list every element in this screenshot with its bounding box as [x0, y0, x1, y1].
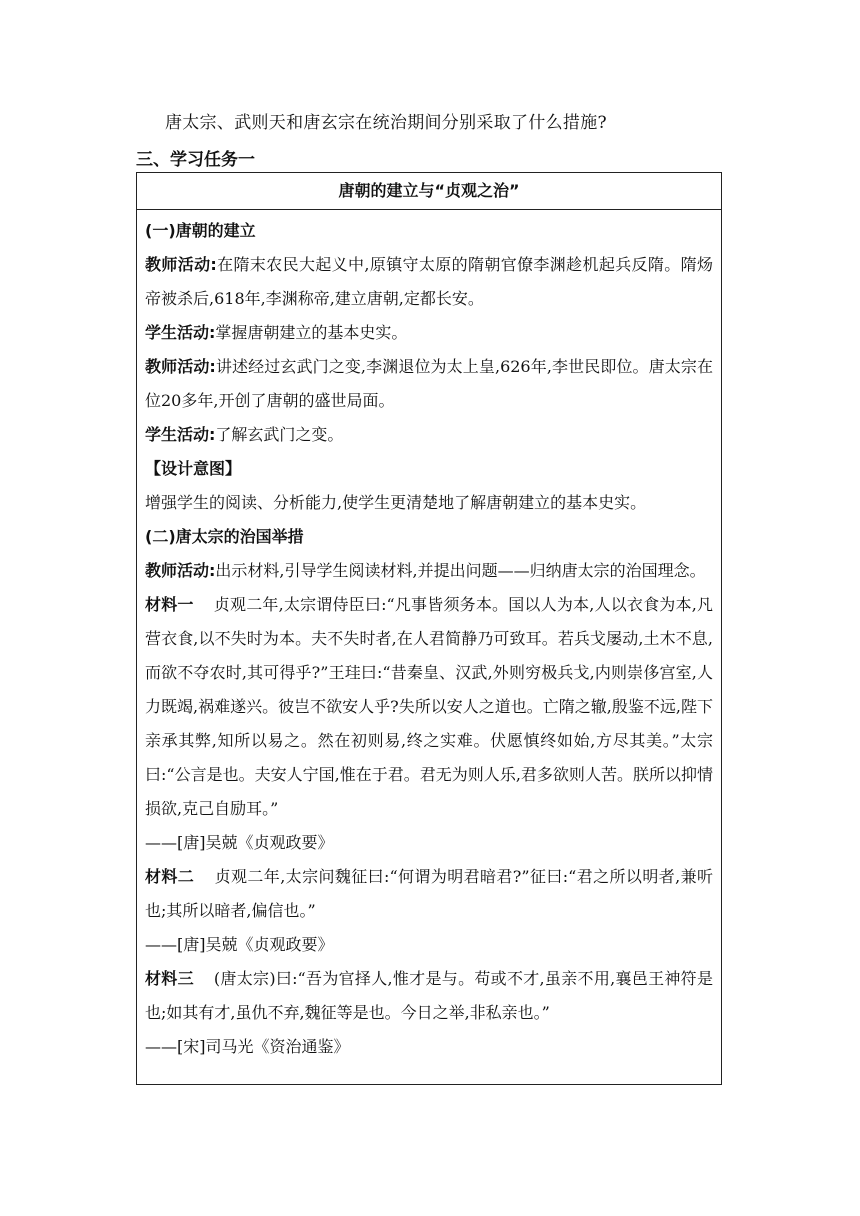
design-intent-text: 增强学生的阅读、分析能力,使学生更清楚地了解唐朝建立的基本史实。 [145, 493, 647, 512]
material-label: 材料三 [145, 969, 194, 988]
table-title: 唐朝的建立与“贞观之治” [137, 173, 721, 210]
intro-question: 唐太宗、武则天和唐玄宗在统治期间分别采取了什么措施? [165, 113, 607, 133]
teacher-label: 教师活动: [145, 357, 216, 376]
teacher-label: 教师活动: [145, 561, 216, 580]
material-3 [145, 962, 713, 1030]
material-source: ——[唐]吴兢《贞观政要》 [145, 833, 334, 852]
table-body [137, 210, 721, 1064]
part1-heading: (一)唐朝的建立 [145, 221, 256, 240]
lesson-table [136, 172, 722, 1085]
material-source: ——[宋]司马光《资治通鉴》 [145, 1037, 350, 1056]
teacher-label: 教师活动: [145, 255, 217, 274]
student-activity-1 [145, 316, 713, 350]
material-label: 材料二 [145, 867, 195, 886]
material-2 [145, 860, 713, 928]
design-intent-label: 【设计意图】 [145, 459, 242, 478]
material-1 [145, 588, 713, 826]
student-activity-2-text: 了解玄武门之变。 [215, 425, 344, 444]
material-text: 贞观二年,太宗问魏征曰:“何谓为明君暗君?”征曰:“君之所以明者,兼听也;其所以暗者,偏信也。” [145, 867, 713, 920]
teacher-activity-1 [145, 248, 713, 316]
section-heading: 三、学习任务一 [136, 150, 255, 170]
student-label: 学生活动: [145, 425, 216, 444]
student-activity-2 [145, 418, 713, 452]
teacher-activity-2-text: 讲述经过玄武门之变,李渊退位为太上皇,626年,李世民即位。唐太宗在位20多年,开创了唐朝的盛世局面。 [145, 357, 713, 410]
material-text: 贞观二年,太宗谓侍臣曰:“凡事皆须务本。国以人为本,人以衣食为本,凡营衣食,以不失时为本。夫不失时者,在人君简静乃可致耳。若兵戈屡动,土木不息,而欲不夺农时,其可得乎?”王珪曰:“昔秦皇、汉武,外则穷极兵戈,内则崇侈宫室,人力既竭,祸难遂兴。彼岂不欲安人乎?失所以安人之道也。亡隋之辙,殷鉴不远,陛下亲承其弊,知所以易之。然在初则易,终之实难。伏愿慎终如始,方尽其美。”太宗曰:“公言是也。夫安人宁国,惟在于君。君无为则人乐,君多欲则人苦。朕所以抑情损欲,克己自励耳。” [145, 595, 713, 818]
material-text: (唐太宗)曰:“吾为官择人,惟才是与。苟或不才,虽亲不用,襄邑王神符是也;如其有才,虽仇不弃,魏征等是也。今日之举,非私亲也。” [145, 969, 713, 1022]
teacher-activity-3 [145, 554, 713, 588]
material-source: ——[唐]吴兢《贞观政要》 [145, 935, 334, 954]
material-label: 材料一 [145, 595, 194, 614]
student-activity-1-text: 掌握唐朝建立的基本史实。 [215, 323, 408, 342]
teacher-activity-2 [145, 350, 713, 418]
part2-heading: (二)唐太宗的治国举措 [145, 527, 304, 546]
student-label: 学生活动: [145, 323, 216, 342]
teacher-activity-3-text: 出示材料,引导学生阅读材料,并提出问题——归纳唐太宗的治国理念。 [215, 561, 706, 580]
teacher-activity-1-text: 在隋末农民大起义中,原镇守太原的隋朝官僚李渊趁机起兵反隋。隋炀帝被杀后,618年,李渊称帝,建立唐朝,定都长安。 [145, 255, 713, 308]
